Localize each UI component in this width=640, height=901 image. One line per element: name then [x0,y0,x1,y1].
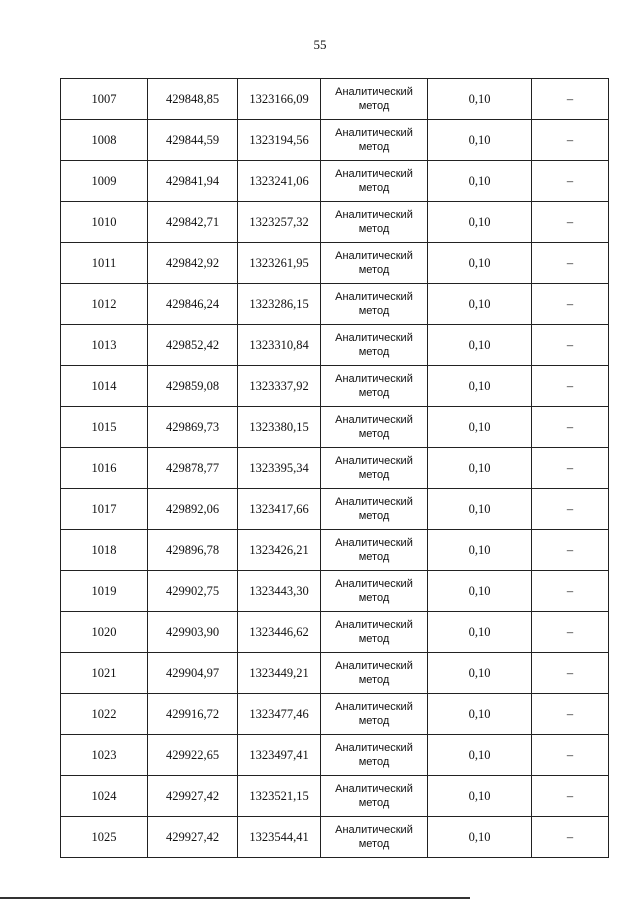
method-line-1: Аналитический [335,373,413,385]
page-bottom-rule [0,897,470,899]
method-cell [321,694,428,735]
y-coordinate: 1323257,32 [238,202,321,243]
y-coordinate: 1323417,66 [238,489,321,530]
method-line-1: Аналитический [335,127,413,139]
accuracy-value: 0,10 [428,202,532,243]
note-dash: – [532,530,609,571]
method-line-2: метод [358,797,390,809]
method-line-1: Аналитический [335,619,413,631]
y-coordinate: 1323544,41 [238,817,321,858]
method-cell [321,243,428,284]
table-row [61,817,609,858]
point-number: 1011 [61,243,148,284]
y-coordinate: 1323261,95 [238,243,321,284]
accuracy-value: 0,10 [428,817,532,858]
accuracy-value: 0,10 [428,612,532,653]
point-number: 1015 [61,407,148,448]
x-coordinate: 429878,77 [148,448,238,489]
point-number: 1023 [61,735,148,776]
method-line-1: Аналитический [335,537,413,549]
point-number: 1020 [61,612,148,653]
table-body [61,79,609,858]
table-row [61,120,609,161]
method-cell [321,161,428,202]
method-cell [321,202,428,243]
note-dash: – [532,489,609,530]
method-line-2: метод [358,223,390,235]
accuracy-value: 0,10 [428,489,532,530]
accuracy-value: 0,10 [428,284,532,325]
method-line-2: метод [358,592,390,604]
y-coordinate: 1323477,46 [238,694,321,735]
x-coordinate: 429844,59 [148,120,238,161]
y-coordinate: 1323449,21 [238,653,321,694]
method-line-1: Аналитический [335,783,413,795]
table-row [61,325,609,366]
accuracy-value: 0,10 [428,407,532,448]
point-number: 1025 [61,817,148,858]
method-line-2: метод [358,756,390,768]
note-dash: – [532,407,609,448]
method-cell [321,530,428,571]
note-dash: – [532,776,609,817]
method-line-2: метод [358,141,390,153]
method-line-2: метод [358,100,390,112]
accuracy-value: 0,10 [428,448,532,489]
method-cell [321,120,428,161]
table-row [61,694,609,735]
point-number: 1017 [61,489,148,530]
method-line-2: метод [358,346,390,358]
y-coordinate: 1323521,15 [238,776,321,817]
method-line-2: метод [358,469,390,481]
accuracy-value: 0,10 [428,325,532,366]
note-dash: – [532,284,609,325]
y-coordinate: 1323241,06 [238,161,321,202]
note-dash: – [532,735,609,776]
method-line-1: Аналитический [335,701,413,713]
y-coordinate: 1323443,30 [238,571,321,612]
table-row [61,284,609,325]
method-line-1: Аналитический [335,824,413,836]
x-coordinate: 429842,92 [148,243,238,284]
method-line-2: метод [358,305,390,317]
accuracy-value: 0,10 [428,79,532,120]
method-line-1: Аналитический [335,168,413,180]
table-row [61,366,609,407]
y-coordinate: 1323380,15 [238,407,321,448]
accuracy-value: 0,10 [428,243,532,284]
table-row [61,489,609,530]
note-dash: – [532,161,609,202]
table-row [61,407,609,448]
method-line-1: Аналитический [335,496,413,508]
point-number: 1007 [61,79,148,120]
x-coordinate: 429869,73 [148,407,238,448]
method-line-1: Аналитический [335,455,413,467]
table-row [61,612,609,653]
method-line-2: метод [358,715,390,727]
x-coordinate: 429916,72 [148,694,238,735]
accuracy-value: 0,10 [428,571,532,612]
x-coordinate: 429896,78 [148,530,238,571]
method-cell [321,79,428,120]
method-line-1: Аналитический [335,209,413,221]
accuracy-value: 0,10 [428,776,532,817]
note-dash: – [532,694,609,735]
method-line-1: Аналитический [335,291,413,303]
x-coordinate: 429846,24 [148,284,238,325]
method-line-1: Аналитический [335,250,413,262]
y-coordinate: 1323310,84 [238,325,321,366]
note-dash: – [532,366,609,407]
note-dash: – [532,612,609,653]
x-coordinate: 429904,97 [148,653,238,694]
method-line-2: метод [358,674,390,686]
method-line-1: Аналитический [335,86,413,98]
x-coordinate: 429927,42 [148,817,238,858]
point-number: 1010 [61,202,148,243]
accuracy-value: 0,10 [428,120,532,161]
point-number: 1008 [61,120,148,161]
accuracy-value: 0,10 [428,735,532,776]
x-coordinate: 429852,42 [148,325,238,366]
accuracy-value: 0,10 [428,653,532,694]
method-line-2: метод [358,387,390,399]
method-line-1: Аналитический [335,332,413,344]
note-dash: – [532,448,609,489]
method-cell [321,366,428,407]
table-row [61,161,609,202]
x-coordinate: 429848,85 [148,79,238,120]
table-row [61,571,609,612]
note-dash: – [532,243,609,284]
method-cell [321,612,428,653]
y-coordinate: 1323166,09 [238,79,321,120]
table-row [61,202,609,243]
method-cell [321,776,428,817]
accuracy-value: 0,10 [428,694,532,735]
method-line-2: метод [358,510,390,522]
method-cell [321,325,428,366]
method-line-1: Аналитический [335,660,413,672]
method-line-1: Аналитический [335,578,413,590]
method-line-1: Аналитический [335,414,413,426]
method-cell [321,817,428,858]
method-cell [321,448,428,489]
x-coordinate: 429927,42 [148,776,238,817]
point-number: 1019 [61,571,148,612]
x-coordinate: 429922,65 [148,735,238,776]
method-line-2: метод [358,428,390,440]
y-coordinate: 1323426,21 [238,530,321,571]
point-number: 1016 [61,448,148,489]
point-number: 1018 [61,530,148,571]
x-coordinate: 429842,71 [148,202,238,243]
point-number: 1009 [61,161,148,202]
note-dash: – [532,325,609,366]
table-row [61,448,609,489]
page-number: 55 [313,37,327,52]
method-line-2: метод [358,264,390,276]
note-dash: – [532,571,609,612]
table-row [61,653,609,694]
x-coordinate: 429841,94 [148,161,238,202]
table-row [61,735,609,776]
x-coordinate: 429903,90 [148,612,238,653]
note-dash: – [532,202,609,243]
x-coordinate: 429892,06 [148,489,238,530]
y-coordinate: 1323497,41 [238,735,321,776]
y-coordinate: 1323194,56 [238,120,321,161]
table-row [61,79,609,120]
y-coordinate: 1323286,15 [238,284,321,325]
method-line-2: метод [358,551,390,563]
method-line-2: метод [358,182,390,194]
y-coordinate: 1323337,92 [238,366,321,407]
accuracy-value: 0,10 [428,530,532,571]
table-row [61,530,609,571]
point-number: 1012 [61,284,148,325]
point-number: 1022 [61,694,148,735]
table-row [61,243,609,284]
y-coordinate: 1323446,62 [238,612,321,653]
accuracy-value: 0,10 [428,161,532,202]
note-dash: – [532,120,609,161]
method-line-1: Аналитический [335,742,413,754]
coordinates-table [60,78,609,858]
method-cell [321,653,428,694]
point-number: 1013 [61,325,148,366]
method-line-2: метод [358,838,390,850]
y-coordinate: 1323395,34 [238,448,321,489]
method-cell [321,735,428,776]
method-cell [321,489,428,530]
method-cell [321,571,428,612]
accuracy-value: 0,10 [428,366,532,407]
note-dash: – [532,79,609,120]
note-dash: – [532,653,609,694]
note-dash: – [532,817,609,858]
point-number: 1024 [61,776,148,817]
method-cell [321,284,428,325]
point-number: 1014 [61,366,148,407]
x-coordinate: 429859,08 [148,366,238,407]
table-row [61,776,609,817]
method-cell [321,407,428,448]
x-coordinate: 429902,75 [148,571,238,612]
point-number: 1021 [61,653,148,694]
method-line-2: метод [358,633,390,645]
